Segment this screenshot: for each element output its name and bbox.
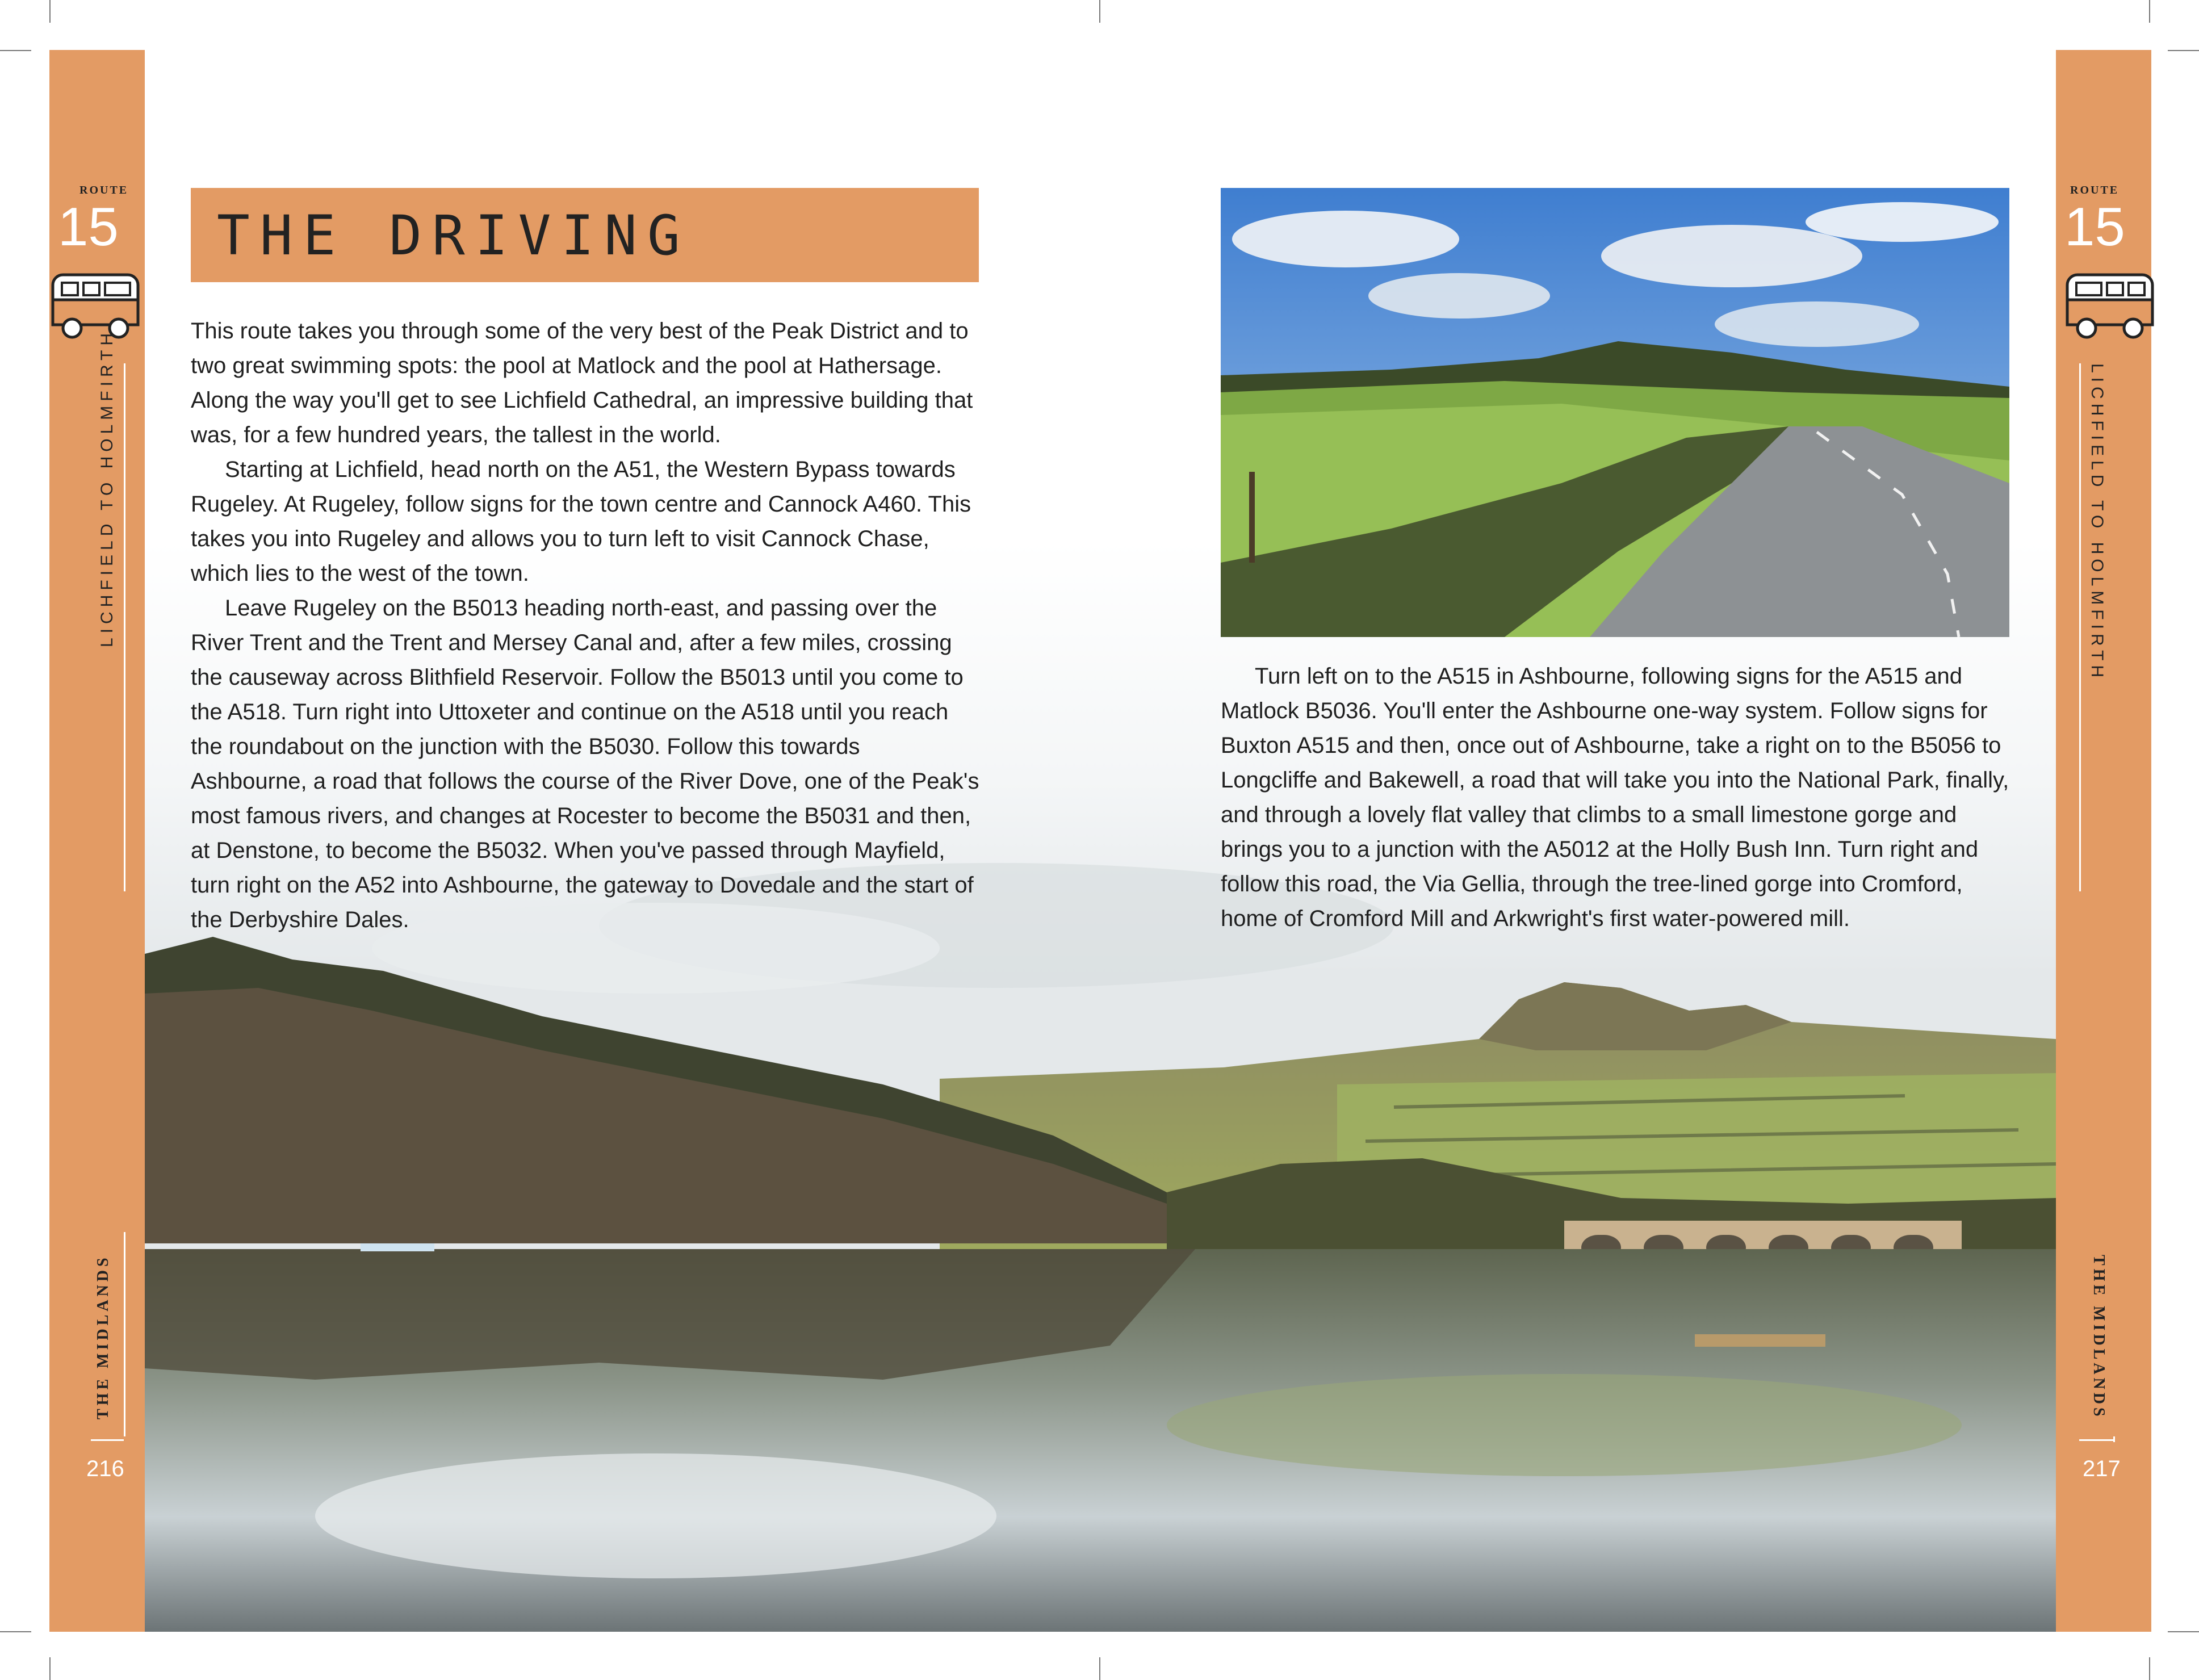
divider [91,1439,124,1441]
left-body-text [191,314,980,937]
campervan-icon [49,267,145,346]
paragraph: This route takes you through some of the very best of the Peak District and to two great swimming spots: the pool at Matlock and the pool at Hathersage. Along the way you'll get to see Lichfield Cathedral, an impressive building that was, for a few hundred years, the tallest in the world. [191,319,973,447]
right-body-text [1221,659,2013,936]
crop-mark [1099,0,1100,23]
divider [124,1232,125,1436]
route-name-vertical: LICHFIELD TO HOLMFIRTH [2088,363,2106,682]
paragraph: Turn left on to the A515 in Ashbourne, following signs for the A515 and Matlock B5036. You'll enter the Ashbourne one-way system. Follow signs for Buxton A515 and then, once out of Ashbourne, take a right on to the B5056 to Longcliffe and Bakewell, a road that will take you into the National Park, finally, and through a lovely flat valley that climbs to a small limestone gorge and brings you to a junction with the A5012 at the Holly Bush Inn. Turn right and follow this road, the Via Gellia, through the tree-lined gorge into Cromford, home of Cromford Mill and Arkwright's first water-powered mill. [1221,664,2009,931]
crop-mark [49,0,51,23]
crop-mark [2168,1631,2199,1632]
section-heading-box [191,188,979,282]
crop-mark [0,1631,31,1632]
page-number: 217 [2083,1456,2121,1481]
divider [2079,363,2081,891]
crop-mark [49,1657,51,1680]
region-vertical: THE MIDLANDS [2090,1255,2108,1420]
crop-mark [2168,50,2199,51]
paragraph: Starting at Lichfield, head north on the A51, the Western Bypass towards Rugeley. At Rugeley, follow signs for the town centre and Cannock A460. This takes you into Rugeley and allows you to turn left to visit Cannock Chase, which lies to the west of the town. [191,457,971,586]
crop-mark [0,50,31,51]
campervan-icon [2064,267,2159,346]
route-label: ROUTE [2070,184,2120,196]
country-road-photo [1221,188,2009,637]
route-name-vertical: LICHFIELD TO HOLMFIRTH [98,328,116,647]
crop-mark [1099,1657,1100,1680]
paragraph: Leave Rugeley on the B5013 heading north-east, and passing over the River Trent and the Trent and Mersey Canal and, after a few miles, crossing the causeway across Blithfield Reservoir. Follow the B5013 until you come to the A518. Turn right into Uttoxeter and continue on the A518 until you reach the roundabout on the junction with the B5030. Follow this towards Ashbourne, a road that follows the course of the River Dove, one of the Peak's most famous rivers, and changes at Rocester to become the B5031 and then, at Denstone, to become the B5032. When you've passed through Mayfield, turn right on the A52 into Ashbourne, the gateway to Dovedale and the start of the Derbyshire Dales. [191,596,979,932]
section-heading: THE DRIVING [217,204,690,267]
crop-mark [2149,0,2150,23]
divider [2113,1436,2115,1442]
page-number: 216 [86,1456,124,1481]
route-number: 15 [2064,196,2125,257]
route-label: ROUTE [79,184,129,196]
crop-mark [2149,1657,2150,1680]
divider [124,363,125,891]
route-number: 15 [58,196,119,257]
divider [2079,1439,2113,1441]
region-vertical: THE MIDLANDS [94,1254,112,1419]
